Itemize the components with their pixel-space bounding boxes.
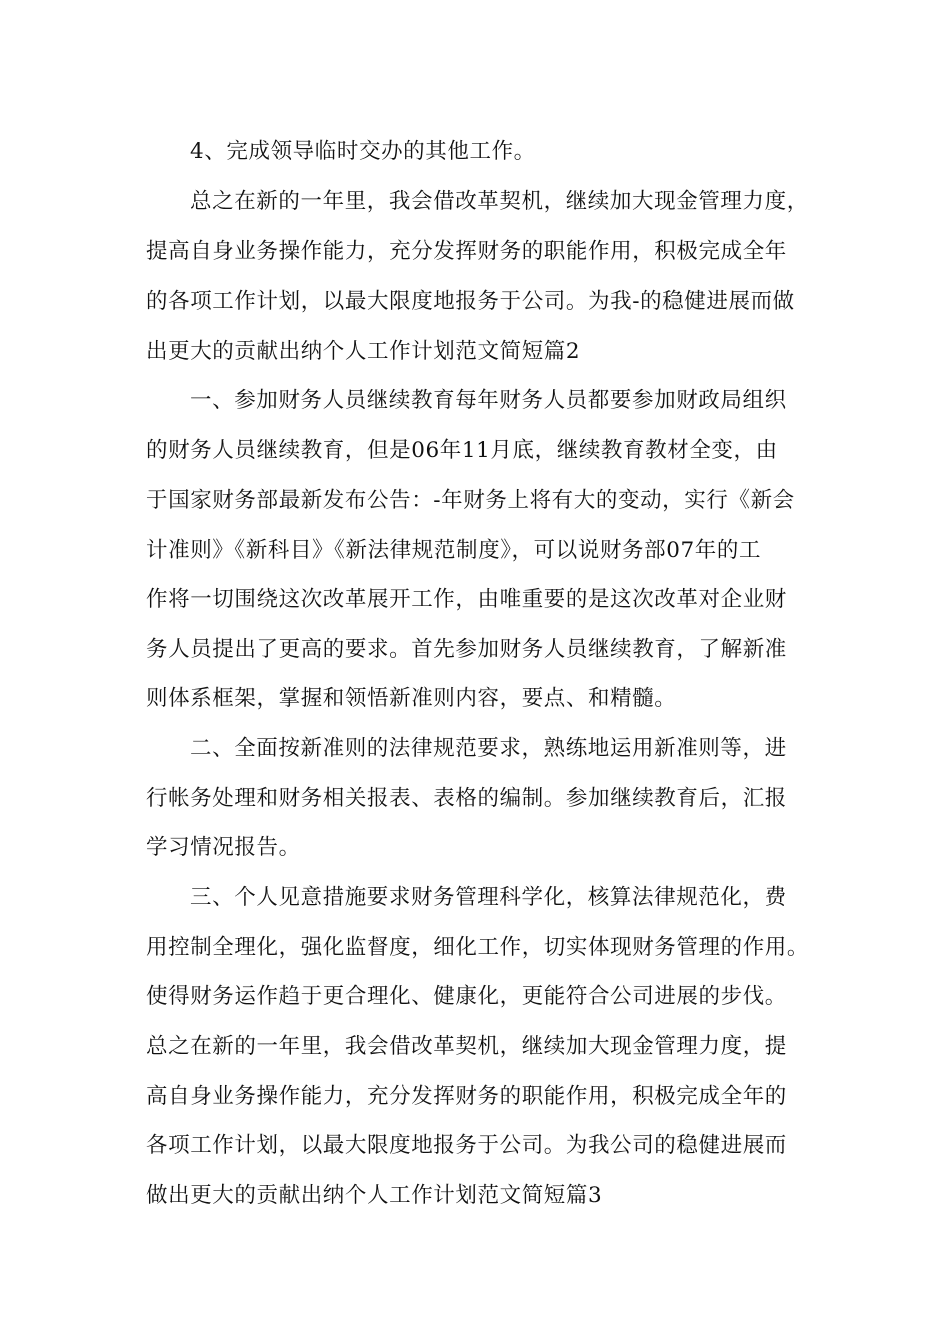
- text-line: 用控制全理化，强化监督度，细化工作，切实体现财务管理的作用。: [146, 935, 810, 960]
- text-line: 提高自身业务操作能力，充分发挥财务的职能作用，积极完成全年: [146, 239, 787, 264]
- text-line: 总之在新的一年里，我会借改革契机，继续加大现金管理力度，提: [146, 1034, 787, 1059]
- text-line: 的财务人员继续教育，但是06年11月底，继续教育教材全变，由: [146, 438, 778, 463]
- text-line: 则体系框架，掌握和领悟新准则内容，要点、和精髓。: [146, 686, 677, 711]
- text-line: 于国家财务部最新发布公告：-年财务上将有大的变动，实行《新会: [146, 488, 795, 513]
- text-line: 学习情况报告。: [146, 835, 301, 860]
- text-line: 4、完成领导临时交办的其他工作。: [190, 139, 536, 164]
- text-line: 总之在新的一年里，我会借改革契机，继续加大现金管理力度，: [190, 189, 809, 214]
- text-line: 的各项工作计划，以最大限度地报务于公司。为我-的稳健进展而做: [146, 289, 795, 314]
- text-line: 高自身业务操作能力，充分发挥财务的职能作用，积极完成全年的: [146, 1084, 787, 1109]
- text-line: 务人员提出了更高的要求。首先参加财务人员继续教育，了解新准: [146, 637, 787, 662]
- text-line: 一、参加财务人员继续教育每年财务人员都要参加财政局组织: [190, 388, 787, 413]
- text-line: 出更大的贡献出纳个人工作计划范文简短篇2: [146, 339, 581, 364]
- text-line: 作将一切围绕这次改革展开工作，由唯重要的是这次改革对企业财: [146, 587, 787, 612]
- text-line: 使得财务运作趋于更合理化、健康化，更能符合公司进展的步伐。: [146, 984, 787, 1009]
- text-line: 行帐务处理和财务相关报表、表格的编制。参加继续教育后，汇报: [146, 786, 787, 811]
- text-line: 计准则》《新科目》《新法律规范制度》，可以说财务部07年的工: [146, 538, 762, 563]
- text-line: 做出更大的贡献出纳个人工作计划范文简短篇3: [146, 1183, 603, 1208]
- text-line: 三、个人见意措施要求财务管理科学化，核算法律规范化，费: [190, 885, 787, 910]
- text-line: 二、全面按新准则的法律规范要求，熟练地运用新准则等，进: [190, 736, 787, 761]
- text-line: 各项工作计划，以最大限度地报务于公司。为我公司的稳健进展而: [146, 1133, 787, 1158]
